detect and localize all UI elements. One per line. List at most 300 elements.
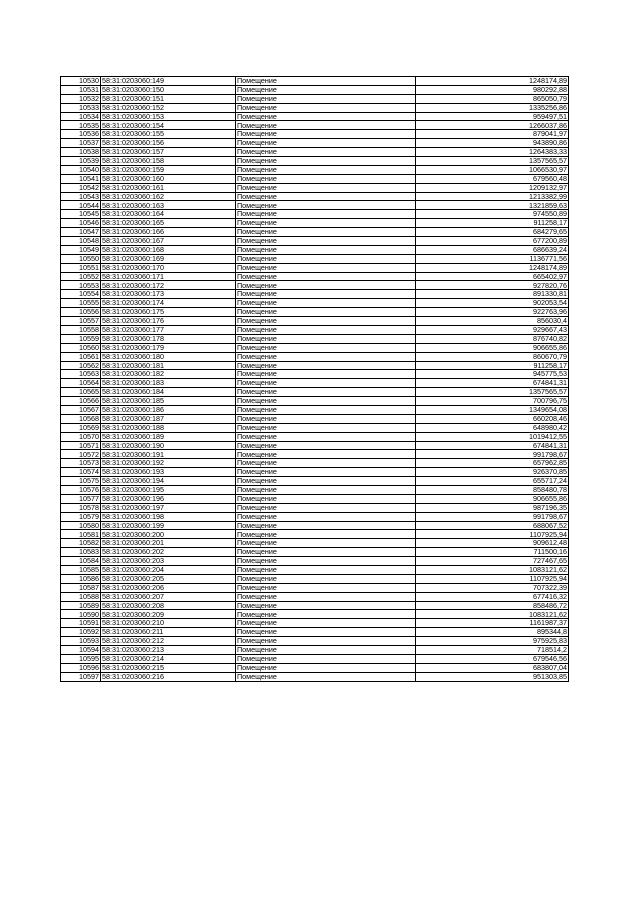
object-type-cell: Помещение — [236, 557, 416, 566]
cadastral-value-cell: 951303,85 — [416, 672, 569, 681]
object-type-cell: Помещение — [236, 423, 416, 432]
object-type-cell: Помещение — [236, 165, 416, 174]
cadastral-value-cell: 1083121,62 — [416, 565, 569, 574]
object-type-cell: Помещение — [236, 601, 416, 610]
table-row — [61, 130, 569, 139]
cadastral-number-cell: 58:31:0203060:167 — [101, 237, 236, 246]
table-row — [61, 192, 569, 201]
table-body — [61, 77, 569, 682]
object-type-cell: Помещение — [236, 299, 416, 308]
cadastral-number-cell: 58:31:0203060:180 — [101, 352, 236, 361]
row-number-cell: 10541 — [61, 174, 101, 183]
row-number-cell: 10531 — [61, 85, 101, 94]
object-type-cell: Помещение — [236, 459, 416, 468]
table-row — [61, 228, 569, 237]
object-type-cell: Помещение — [236, 548, 416, 557]
row-number-cell: 10556 — [61, 308, 101, 317]
row-number-cell: 10569 — [61, 423, 101, 432]
table-row — [61, 592, 569, 601]
object-type-cell: Помещение — [236, 441, 416, 450]
row-number-cell: 10557 — [61, 317, 101, 326]
cadastral-number-cell: 58:31:0203060:153 — [101, 112, 236, 121]
object-type-cell: Помещение — [236, 646, 416, 655]
cadastral-number-cell: 58:31:0203060:173 — [101, 290, 236, 299]
cadastral-value-cell: 660208,46 — [416, 414, 569, 423]
cadastral-number-cell: 58:31:0203060:169 — [101, 254, 236, 263]
table-row — [61, 165, 569, 174]
table-row — [61, 103, 569, 112]
table-row — [61, 619, 569, 628]
cadastral-value-cell: 1248174,89 — [416, 263, 569, 272]
cadastral-value-cell: 688067,52 — [416, 521, 569, 530]
table-row — [61, 565, 569, 574]
object-type-cell: Помещение — [236, 583, 416, 592]
row-number-cell: 10594 — [61, 646, 101, 655]
row-number-cell: 10544 — [61, 201, 101, 210]
cadastral-number-cell: 58:31:0203060:199 — [101, 521, 236, 530]
table-row — [61, 583, 569, 592]
row-number-cell: 10561 — [61, 352, 101, 361]
table-row — [61, 237, 569, 246]
cadastral-number-cell: 58:31:0203060:156 — [101, 139, 236, 148]
cadastral-number-cell: 58:31:0203060:172 — [101, 281, 236, 290]
object-type-cell: Помещение — [236, 103, 416, 112]
object-type-cell: Помещение — [236, 94, 416, 103]
object-type-cell: Помещение — [236, 201, 416, 210]
table-row — [61, 450, 569, 459]
row-number-cell: 10581 — [61, 530, 101, 539]
row-number-cell: 10568 — [61, 414, 101, 423]
cadastral-value-cell: 1321859,63 — [416, 201, 569, 210]
cadastral-value-cell: 1019412,55 — [416, 432, 569, 441]
cadastral-value-cell: 1335256,86 — [416, 103, 569, 112]
object-type-cell: Помещение — [236, 619, 416, 628]
table-row — [61, 601, 569, 610]
cadastral-value-cell: 987196,35 — [416, 503, 569, 512]
object-type-cell: Помещение — [236, 281, 416, 290]
row-number-cell: 10577 — [61, 494, 101, 503]
cadastral-number-cell: 58:31:0203060:157 — [101, 148, 236, 157]
row-number-cell: 10548 — [61, 237, 101, 246]
cadastral-number-cell: 58:31:0203060:185 — [101, 397, 236, 406]
row-number-cell: 10571 — [61, 441, 101, 450]
cadastral-number-cell: 58:31:0203060:150 — [101, 85, 236, 94]
table-row — [61, 432, 569, 441]
cadastral-value-cell: 945775,53 — [416, 370, 569, 379]
table-row — [61, 352, 569, 361]
row-number-cell: 10596 — [61, 663, 101, 672]
row-number-cell: 10588 — [61, 592, 101, 601]
row-number-cell: 10530 — [61, 77, 101, 86]
table-row — [61, 468, 569, 477]
cadastral-value-cell: 1248174,89 — [416, 77, 569, 86]
cadastral-number-cell: 58:31:0203060:206 — [101, 583, 236, 592]
table-row — [61, 485, 569, 494]
cadastral-value-cell: 922763,96 — [416, 308, 569, 317]
object-type-cell: Помещение — [236, 663, 416, 672]
cadastral-number-cell: 58:31:0203060:152 — [101, 103, 236, 112]
row-number-cell: 10579 — [61, 512, 101, 521]
row-number-cell: 10587 — [61, 583, 101, 592]
cadastral-number-cell: 58:31:0203060:158 — [101, 157, 236, 166]
object-type-cell: Помещение — [236, 379, 416, 388]
cadastral-value-cell: 991798,67 — [416, 450, 569, 459]
table-row — [61, 441, 569, 450]
row-number-cell: 10560 — [61, 343, 101, 352]
cadastral-number-cell: 58:31:0203060:191 — [101, 450, 236, 459]
object-type-cell: Помещение — [236, 565, 416, 574]
object-type-cell: Помещение — [236, 521, 416, 530]
table-row — [61, 521, 569, 530]
table-row — [61, 112, 569, 121]
table-row — [61, 174, 569, 183]
object-type-cell: Помещение — [236, 485, 416, 494]
object-type-cell: Помещение — [236, 317, 416, 326]
table-row — [61, 494, 569, 503]
table-row — [61, 672, 569, 681]
cadastral-number-cell: 58:31:0203060:177 — [101, 325, 236, 334]
row-number-cell: 10573 — [61, 459, 101, 468]
object-type-cell: Помещение — [236, 121, 416, 130]
cadastral-value-table — [60, 76, 569, 682]
row-number-cell: 10559 — [61, 334, 101, 343]
object-type-cell: Помещение — [236, 192, 416, 201]
table-row — [61, 397, 569, 406]
row-number-cell: 10558 — [61, 325, 101, 334]
object-type-cell: Помещение — [236, 388, 416, 397]
row-number-cell: 10595 — [61, 654, 101, 663]
cadastral-value-cell: 700796,75 — [416, 397, 569, 406]
table-row — [61, 85, 569, 94]
object-type-cell: Помещение — [236, 112, 416, 121]
cadastral-value-cell: 876740,82 — [416, 334, 569, 343]
cadastral-value-cell: 1213382,99 — [416, 192, 569, 201]
row-number-cell: 10589 — [61, 601, 101, 610]
cadastral-value-cell: 1209132,97 — [416, 183, 569, 192]
cadastral-number-cell: 58:31:0203060:179 — [101, 343, 236, 352]
object-type-cell: Помещение — [236, 130, 416, 139]
object-type-cell: Помещение — [236, 139, 416, 148]
cadastral-number-cell: 58:31:0203060:175 — [101, 308, 236, 317]
row-number-cell: 10563 — [61, 370, 101, 379]
cadastral-number-cell: 58:31:0203060:205 — [101, 574, 236, 583]
row-number-cell: 10547 — [61, 228, 101, 237]
cadastral-number-cell: 58:31:0203060:154 — [101, 121, 236, 130]
object-type-cell: Помещение — [236, 637, 416, 646]
object-type-cell: Помещение — [236, 290, 416, 299]
cadastral-number-cell: 58:31:0203060:159 — [101, 165, 236, 174]
table-row — [61, 281, 569, 290]
cadastral-value-cell: 674841,31 — [416, 441, 569, 450]
object-type-cell: Помещение — [236, 361, 416, 370]
table-row — [61, 272, 569, 281]
table-row — [61, 503, 569, 512]
row-number-cell: 10567 — [61, 405, 101, 414]
cadastral-value-cell: 891330,81 — [416, 290, 569, 299]
cadastral-number-cell: 58:31:0203060:195 — [101, 485, 236, 494]
cadastral-number-cell: 58:31:0203060:213 — [101, 646, 236, 655]
object-type-cell: Помещение — [236, 592, 416, 601]
table-row — [61, 317, 569, 326]
cadastral-number-cell: 58:31:0203060:201 — [101, 539, 236, 548]
cadastral-number-cell: 58:31:0203060:214 — [101, 654, 236, 663]
table-row — [61, 423, 569, 432]
object-type-cell: Помещение — [236, 254, 416, 263]
cadastral-number-cell: 58:31:0203060:164 — [101, 210, 236, 219]
object-type-cell: Помещение — [236, 157, 416, 166]
cadastral-number-cell: 58:31:0203060:194 — [101, 477, 236, 486]
object-type-cell: Помещение — [236, 610, 416, 619]
cadastral-number-cell: 58:31:0203060:203 — [101, 557, 236, 566]
cadastral-number-cell: 58:31:0203060:187 — [101, 414, 236, 423]
cadastral-value-cell: 657962,85 — [416, 459, 569, 468]
cadastral-value-cell: 1357565,57 — [416, 157, 569, 166]
cadastral-value-cell: 1357565,57 — [416, 388, 569, 397]
table-row — [61, 263, 569, 272]
object-type-cell: Помещение — [236, 343, 416, 352]
cadastral-number-cell: 58:31:0203060:162 — [101, 192, 236, 201]
cadastral-number-cell: 58:31:0203060:186 — [101, 405, 236, 414]
row-number-cell: 10545 — [61, 210, 101, 219]
table-row — [61, 370, 569, 379]
object-type-cell: Помещение — [236, 148, 416, 157]
row-number-cell: 10565 — [61, 388, 101, 397]
row-number-cell: 10566 — [61, 397, 101, 406]
object-type-cell: Помещение — [236, 308, 416, 317]
cadastral-value-cell: 677200,89 — [416, 237, 569, 246]
row-number-cell: 10550 — [61, 254, 101, 263]
object-type-cell: Помещение — [236, 272, 416, 281]
cadastral-value-cell: 926370,85 — [416, 468, 569, 477]
object-type-cell: Помещение — [236, 85, 416, 94]
row-number-cell: 10562 — [61, 361, 101, 370]
table-row — [61, 646, 569, 655]
table-row — [61, 299, 569, 308]
cadastral-value-cell: 865050,79 — [416, 94, 569, 103]
cadastral-value-cell: 686639,24 — [416, 245, 569, 254]
row-number-cell: 10534 — [61, 112, 101, 121]
row-number-cell: 10543 — [61, 192, 101, 201]
object-type-cell: Помещение — [236, 574, 416, 583]
cadastral-value-cell: 679560,48 — [416, 174, 569, 183]
row-number-cell: 10591 — [61, 619, 101, 628]
cadastral-value-cell: 858486,72 — [416, 601, 569, 610]
cadastral-number-cell: 58:31:0203060:160 — [101, 174, 236, 183]
table-row — [61, 512, 569, 521]
cadastral-number-cell: 58:31:0203060:204 — [101, 565, 236, 574]
cadastral-value-cell: 929667,43 — [416, 325, 569, 334]
cadastral-value-cell: 1066530,97 — [416, 165, 569, 174]
table-row — [61, 414, 569, 423]
cadastral-number-cell: 58:31:0203060:216 — [101, 672, 236, 681]
cadastral-number-cell: 58:31:0203060:188 — [101, 423, 236, 432]
table-row — [61, 245, 569, 254]
object-type-cell: Помещение — [236, 325, 416, 334]
cadastral-value-cell: 677416,32 — [416, 592, 569, 601]
table-row — [61, 94, 569, 103]
table-row — [61, 637, 569, 646]
cadastral-number-cell: 58:31:0203060:178 — [101, 334, 236, 343]
cadastral-value-cell: 665402,97 — [416, 272, 569, 281]
object-type-cell: Помещение — [236, 494, 416, 503]
cadastral-number-cell: 58:31:0203060:193 — [101, 468, 236, 477]
cadastral-value-cell: 1136771,56 — [416, 254, 569, 263]
cadastral-value-cell: 906655,86 — [416, 494, 569, 503]
cadastral-value-cell: 943890,86 — [416, 139, 569, 148]
object-type-cell: Помещение — [236, 228, 416, 237]
row-number-cell: 10533 — [61, 103, 101, 112]
row-number-cell: 10586 — [61, 574, 101, 583]
cadastral-number-cell: 58:31:0203060:197 — [101, 503, 236, 512]
table-row — [61, 121, 569, 130]
cadastral-number-cell: 58:31:0203060:174 — [101, 299, 236, 308]
row-number-cell: 10553 — [61, 281, 101, 290]
cadastral-number-cell: 58:31:0203060:189 — [101, 432, 236, 441]
table-row — [61, 157, 569, 166]
row-number-cell: 10538 — [61, 148, 101, 157]
table-row — [61, 183, 569, 192]
cadastral-value-cell: 683807,04 — [416, 663, 569, 672]
cadastral-value-cell: 1161987,37 — [416, 619, 569, 628]
table-row — [61, 574, 569, 583]
cadastral-number-cell: 58:31:0203060:182 — [101, 370, 236, 379]
row-number-cell: 10592 — [61, 628, 101, 637]
cadastral-number-cell: 58:31:0203060:161 — [101, 183, 236, 192]
object-type-cell: Помещение — [236, 219, 416, 228]
object-type-cell: Помещение — [236, 503, 416, 512]
cadastral-value-cell: 906655,86 — [416, 343, 569, 352]
row-number-cell: 10572 — [61, 450, 101, 459]
object-type-cell: Помещение — [236, 370, 416, 379]
cadastral-value-cell: 959497,51 — [416, 112, 569, 121]
cadastral-value-cell: 1107925,94 — [416, 530, 569, 539]
table-row — [61, 663, 569, 672]
cadastral-value-cell: 911258,17 — [416, 361, 569, 370]
table-row — [61, 325, 569, 334]
row-number-cell: 10535 — [61, 121, 101, 130]
cadastral-value-cell: 895344,8 — [416, 628, 569, 637]
object-type-cell: Помещение — [236, 468, 416, 477]
object-type-cell: Помещение — [236, 672, 416, 681]
row-number-cell: 10537 — [61, 139, 101, 148]
object-type-cell: Помещение — [236, 245, 416, 254]
row-number-cell: 10554 — [61, 290, 101, 299]
cadastral-number-cell: 58:31:0203060:215 — [101, 663, 236, 672]
cadastral-value-cell: 727467,65 — [416, 557, 569, 566]
table-row — [61, 388, 569, 397]
row-number-cell: 10575 — [61, 477, 101, 486]
object-type-cell: Помещение — [236, 654, 416, 663]
cadastral-number-cell: 58:31:0203060:168 — [101, 245, 236, 254]
object-type-cell: Помещение — [236, 530, 416, 539]
row-number-cell: 10574 — [61, 468, 101, 477]
object-type-cell: Помещение — [236, 174, 416, 183]
table-row — [61, 201, 569, 210]
cadastral-value-cell: 1266037,86 — [416, 121, 569, 130]
cadastral-value-cell: 674841,31 — [416, 379, 569, 388]
row-number-cell: 10576 — [61, 485, 101, 494]
object-type-cell: Помещение — [236, 77, 416, 86]
object-type-cell: Помещение — [236, 512, 416, 521]
object-type-cell: Помещение — [236, 352, 416, 361]
table-row — [61, 610, 569, 619]
row-number-cell: 10583 — [61, 548, 101, 557]
cadastral-value-cell: 860670,79 — [416, 352, 569, 361]
row-number-cell: 10539 — [61, 157, 101, 166]
row-number-cell: 10552 — [61, 272, 101, 281]
object-type-cell: Помещение — [236, 414, 416, 423]
cadastral-number-cell: 58:31:0203060:200 — [101, 530, 236, 539]
cadastral-number-cell: 58:31:0203060:149 — [101, 77, 236, 86]
cadastral-number-cell: 58:31:0203060:163 — [101, 201, 236, 210]
object-type-cell: Помещение — [236, 210, 416, 219]
cadastral-number-cell: 58:31:0203060:190 — [101, 441, 236, 450]
object-type-cell: Помещение — [236, 263, 416, 272]
object-type-cell: Помещение — [236, 405, 416, 414]
object-type-cell: Помещение — [236, 450, 416, 459]
table-row — [61, 459, 569, 468]
cadastral-value-cell: 856030,4 — [416, 317, 569, 326]
cadastral-number-cell: 58:31:0203060:181 — [101, 361, 236, 370]
row-number-cell: 10536 — [61, 130, 101, 139]
table-row — [61, 405, 569, 414]
table-row — [61, 308, 569, 317]
cadastral-value-cell: 927820,76 — [416, 281, 569, 290]
table-row — [61, 557, 569, 566]
cadastral-number-cell: 58:31:0203060:176 — [101, 317, 236, 326]
row-number-cell: 10597 — [61, 672, 101, 681]
cadastral-number-cell: 58:31:0203060:192 — [101, 459, 236, 468]
cadastral-value-cell: 648980,42 — [416, 423, 569, 432]
cadastral-number-cell: 58:31:0203060:155 — [101, 130, 236, 139]
cadastral-value-cell: 974550,89 — [416, 210, 569, 219]
cadastral-value-cell: 684279,65 — [416, 228, 569, 237]
cadastral-number-cell: 58:31:0203060:198 — [101, 512, 236, 521]
cadastral-number-cell: 58:31:0203060:183 — [101, 379, 236, 388]
table-row — [61, 343, 569, 352]
cadastral-value-cell: 1349654,08 — [416, 405, 569, 414]
table-row — [61, 530, 569, 539]
cadastral-value-cell: 679546,56 — [416, 654, 569, 663]
cadastral-value-cell: 991798,67 — [416, 512, 569, 521]
row-number-cell: 10540 — [61, 165, 101, 174]
cadastral-value-cell: 911258,17 — [416, 219, 569, 228]
table-row — [61, 77, 569, 86]
cadastral-number-cell: 58:31:0203060:151 — [101, 94, 236, 103]
cadastral-number-cell: 58:31:0203060:212 — [101, 637, 236, 646]
row-number-cell: 10555 — [61, 299, 101, 308]
row-number-cell: 10590 — [61, 610, 101, 619]
row-number-cell: 10578 — [61, 503, 101, 512]
cadastral-value-cell: 655717,24 — [416, 477, 569, 486]
table-row — [61, 628, 569, 637]
cadastral-value-cell: 1083121,62 — [416, 610, 569, 619]
cadastral-value-cell: 879041,97 — [416, 130, 569, 139]
row-number-cell: 10570 — [61, 432, 101, 441]
table-row — [61, 379, 569, 388]
cadastral-number-cell: 58:31:0203060:207 — [101, 592, 236, 601]
cadastral-number-cell: 58:31:0203060:184 — [101, 388, 236, 397]
row-number-cell: 10532 — [61, 94, 101, 103]
object-type-cell: Помещение — [236, 628, 416, 637]
table-row — [61, 219, 569, 228]
object-type-cell: Помещение — [236, 397, 416, 406]
cadastral-value-cell: 980292,88 — [416, 85, 569, 94]
cadastral-value-cell: 909612,48 — [416, 539, 569, 548]
cadastral-number-cell: 58:31:0203060:211 — [101, 628, 236, 637]
cadastral-number-cell: 58:31:0203060:165 — [101, 219, 236, 228]
table-row — [61, 654, 569, 663]
